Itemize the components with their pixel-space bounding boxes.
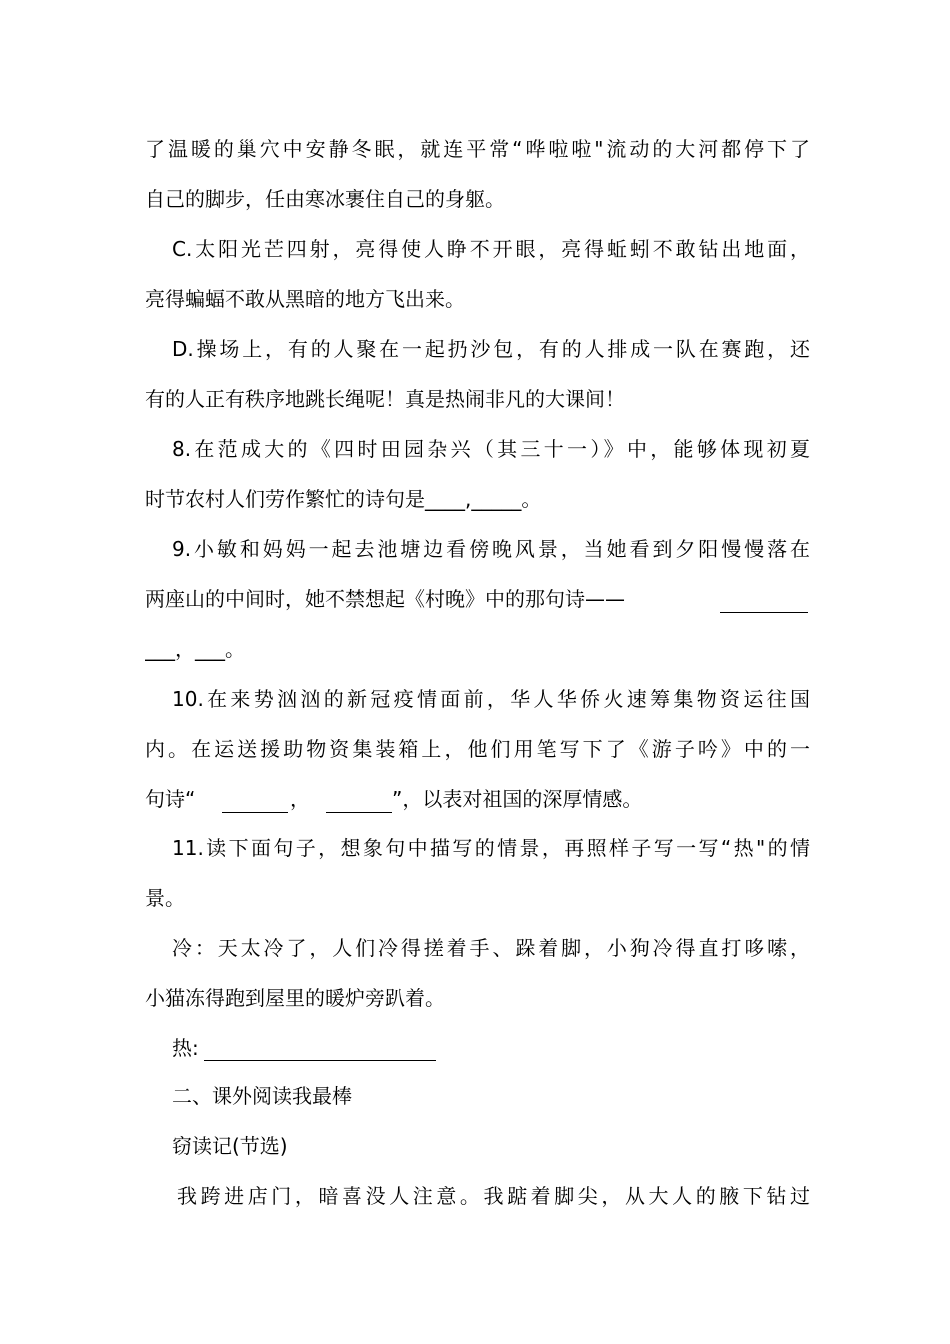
answer-blank[interactable] xyxy=(326,790,392,813)
question-10-line: 10.在来势汹汹的新冠疫情面前，华人华侨火速筹集物资运往国 xyxy=(172,687,810,711)
passage-line: 我跨进店门，暗喜没人注意。我踮着脚尖，从大人的腋下钻过 xyxy=(177,1184,810,1208)
paragraph-line: 亮得蝙蝠不敢从黑暗的地方飞出来。 xyxy=(145,287,465,311)
paragraph-line: 自己的脚步，任由寒冰裹住自己的身躯。 xyxy=(145,187,505,211)
question-9-answer-line: ___，___。 xyxy=(145,637,245,661)
question-11-line: 11.读下面句子，想象句中描写的情景，再照样子写一写“热"的情 xyxy=(172,836,810,860)
question-9-line: 9.小敏和妈妈一起去池塘边看傍晚风景，当她看到夕阳慢慢落在 xyxy=(172,537,810,561)
paragraph-line: 两座山的中间时，她不禁想起《村晚》中的那句诗—— xyxy=(145,587,625,611)
question-8-answer-line: 时节农村人们劳作繁忙的诗句是____,_____。 xyxy=(145,487,542,511)
option-c-line: C.太阳光芒四射，亮得使人睁不开眼，亮得蚯蚓不敢钻出地面， xyxy=(172,237,810,261)
section-heading: 二、课外阅读我最棒 xyxy=(172,1084,352,1108)
passage-title: 窃读记(节选) xyxy=(172,1134,288,1158)
paragraph-line: 景。 xyxy=(145,886,185,910)
hot-answer-blank[interactable] xyxy=(204,1038,436,1061)
question-10-suffix: ”，以表对祖国的深厚情感。 xyxy=(392,787,643,811)
answer-blank[interactable] xyxy=(720,590,808,613)
paragraph-line: 有的人正有秩序地跳长绳呢！真是热闹非凡的大课间！ xyxy=(145,387,625,411)
example-cold-line: 冷：天太冷了，人们冷得搓着手、跺着脚，小狗冷得直打哆嗦， xyxy=(172,936,810,960)
paragraph-line: 了温暖的巢穴中安静冬眠，就连平常“哗啦啦"流动的大河都停下了 xyxy=(145,137,810,161)
option-d-line: D.操场上，有的人聚在一起扔沙包，有的人排成一队在赛跑，还 xyxy=(172,337,810,361)
paragraph-line: 内。在运送援助物资集装箱上，他们用笔写下了《游子吟》中的一 xyxy=(145,737,810,761)
question-8-line: 8.在范成大的《四时田园杂兴（其三十一）》中，能够体现初夏 xyxy=(172,437,810,461)
comma-text: ， xyxy=(290,787,310,811)
answer-blank[interactable] xyxy=(222,790,288,813)
question-10-prefix: 句诗“ xyxy=(145,787,196,811)
hot-label: 热: xyxy=(172,1036,199,1060)
paragraph-line: 小猫冻得跑到屋里的暖炉旁趴着。 xyxy=(145,986,445,1010)
